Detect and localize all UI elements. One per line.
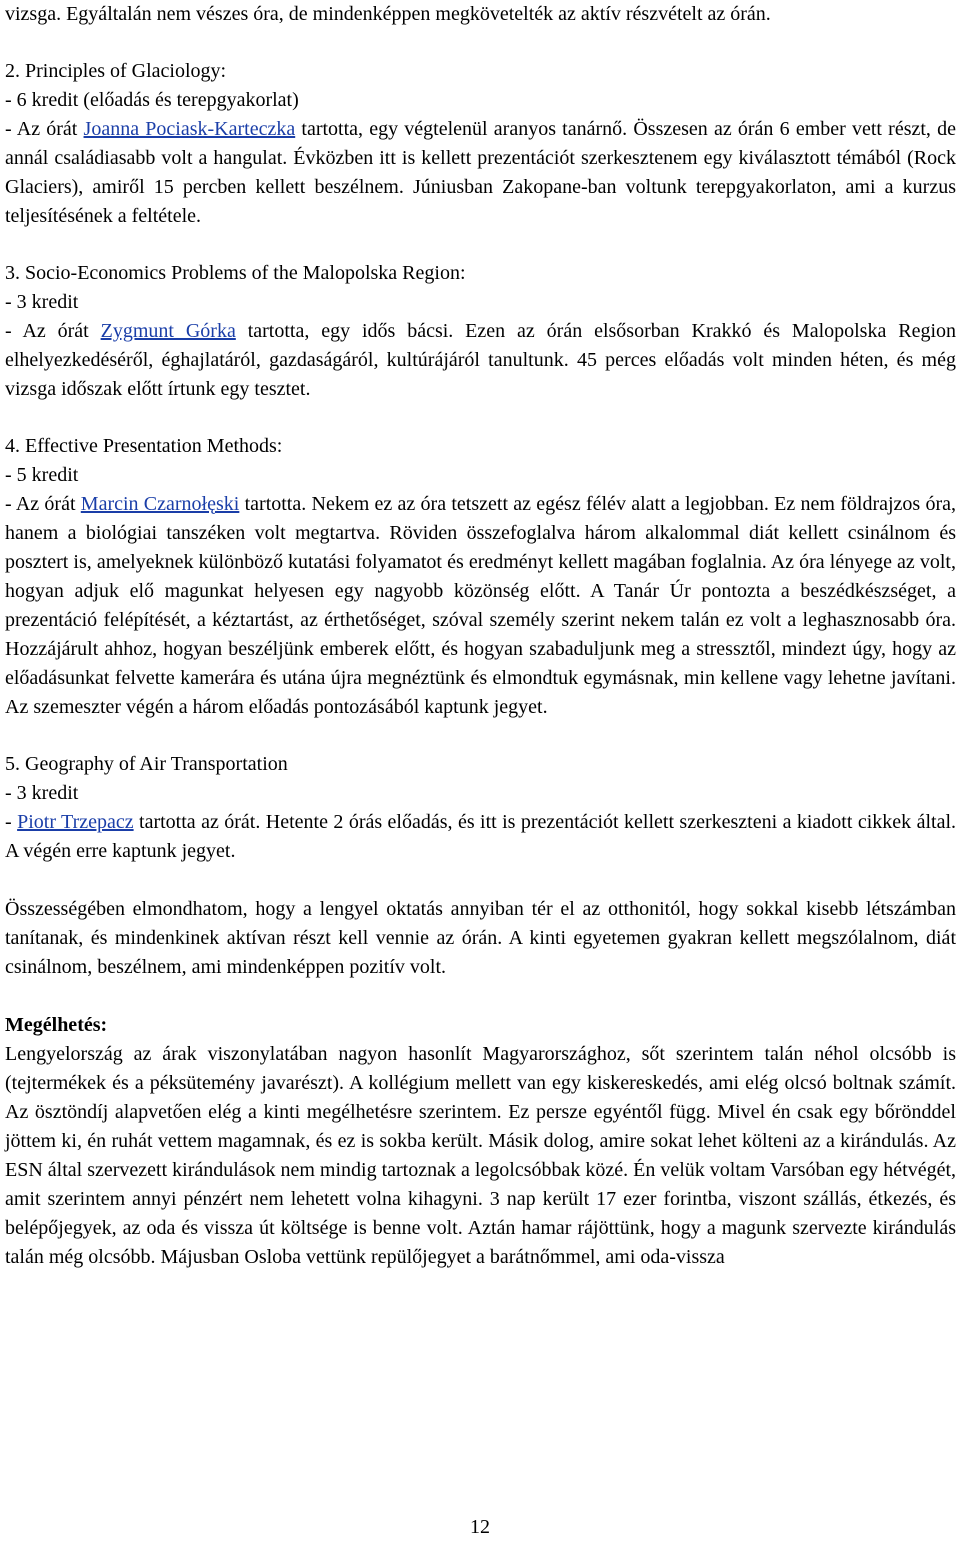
course-section [5, 432, 956, 722]
course-section [5, 259, 956, 404]
spacer [5, 29, 956, 57]
summary-paragraph: Összességében elmondhatom, hogy a lengyel oktatás annyiban tér el az otthonitól, hogy sokkal kisebb létszámban tanítanak, és mindenkinek aktívan részt kell vennie az órán. A kinti egyetemen gyakran kellett megszólalnom, diát csinálnom, beszélnem, ami mindenképpen pozitív volt. [5, 898, 956, 978]
course-lead: - [5, 811, 18, 833]
course-description [5, 490, 956, 722]
spacer [5, 231, 956, 259]
course-lead: - Az órát [5, 118, 84, 140]
document-page [5, 0, 956, 1272]
course-credits: - 6 kredit (előadás és terepgyakorlat) [5, 89, 299, 111]
living-costs-paragraph: Lengyelország az árak viszonylatában nagyon hasonlít Magyarországhoz, sőt szerintem talán néhol olcsóbb is (tejtermékek és a péksütemény javarészt). A kollégium mellett van egy kiskereskedés, ami elég olcsó boltnak számít. Az ösztöndíj alapvetően elég a kinti megélhetésre szerintem. Ez persze egyéntől függ. Mivel én csak egy bőrönddel jöttem ki, én ruhát vettem magamnak, és ez is sokba került. Másik dolog, amire sokat lehet költeni az a kirándulás. Az ESN által szervezett kirándulások nem mindig tartoznak a legolcsóbbak közé. Én velük voltam Varsóban egy hétvégét, amit szerintem annyi pénzért nem lehetett volna kihagyni. 3 nap került 17 ezer forintba, viszont szállás, étkezés, és belépőjegyek, az oda és vissza út költsége is benne volt. Aztán hamar rájöttünk, hogy a magunk szervezte kirándulás talán még olcsóbb. Májusban Osloba vettünk repülőjegyet a barátnőmmel, ami oda-vissza [5, 1043, 957, 1268]
course-credits: - 3 kredit [5, 782, 79, 804]
course-description [5, 115, 956, 231]
course-body: tartotta, egy végtelenül aranyos tanárnő. Összesen az órán 6 ember vett részt, de annál családiasabb volt a hangulat. Évközben itt is kellett prezentációt szerkesztenem egy kiválasztott témából (Rock Glaciers), amiről 15 percben kellett beszélnem. Júniusban Zakopane-ban voltunk terepgyakorlaton, ami a kurzus teljesítésének a feltétele. [5, 118, 956, 227]
living-costs-section [5, 1011, 956, 1272]
course-description [5, 808, 956, 866]
course-body: tartotta. Nekem ez az óra tetszett az egész félév alatt a legjobban. Ez nem földrajzos óra, hanem a biológiai tanszéken volt megtartva. Röviden összefoglalva három alkalommal diát kellett csinálnom és posztert is, amelyeknek különböző kutatási folyamatot és eredményt kellett magában foglalnia. Az óra lényege az volt, hogyan adjuk elő magunkat helyesen egy nagyobb közönség előtt. A Tanár Úr pontozta a beszédkészséget, a prezentáció felépítését, a kéztartást, az érthetőséget, szóval személy szerint nekem talán ez volt a leghasznosabb óra. Hozzájárult ahhoz, hogyan beszéljünk emberek előtt, és hogyan szabaduljunk meg a stressztől, mindezt úgy, hogy az előadásunkat felvette kamerára és utána újra megnéztünk és elmondtuk egymásnak, min kellene vagy lehetne javítani. Az szemeszter végén a három előadás pontozásából kaptunk jegyet. [5, 493, 956, 718]
course-body: tartotta az órát. Hetente 2 órás előadás, és itt is prezentációt kellett szerkeszteni a kiadott cikkek által. A végén erre kaptunk jegyet. [5, 811, 956, 862]
course-title: 5. Geography of Air Transportation [5, 753, 288, 775]
course-title: 2. Principles of Glaciology: [5, 60, 227, 82]
spacer [5, 982, 956, 1011]
spacer [5, 866, 956, 895]
intro-paragraph: vizsga. Egyáltalán nem vészes óra, de mindenképpen megkövetelték az aktív részvételt az órán. [5, 3, 771, 25]
course-lead: - Az órát [5, 493, 81, 515]
course-lead: - Az órát [5, 320, 101, 342]
teacher-link[interactable]: Zygmunt Górka [100, 320, 236, 342]
course-section [5, 57, 956, 231]
section-heading: Megélhetés: [5, 1014, 108, 1036]
page-number: 12 [470, 1516, 490, 1538]
spacer [5, 722, 956, 750]
course-credits: - 5 kredit [5, 464, 79, 486]
course-title: 4. Effective Presentation Methods: [5, 435, 283, 457]
course-section [5, 750, 956, 866]
course-title: 3. Socio-Economics Problems of the Malopolska Region: [5, 262, 466, 284]
teacher-link[interactable]: Marcin Czarnołęski [80, 493, 240, 515]
course-body: tartotta, egy idős bácsi. Ezen az órán elsősorban Krakkó és Malopolska Region elhelyezkedéséről, éghajlatáról, gazdaságáról, kultúrájáról tanultunk. 45 perces előadás volt minden héten, és még vizsga időszak előtt írtunk egy tesztet. [5, 320, 956, 400]
course-description [5, 317, 956, 404]
course-credits: - 3 kredit [5, 291, 79, 313]
teacher-link[interactable]: Joanna Pociask-Karteczka [83, 118, 296, 140]
spacer [5, 404, 956, 432]
teacher-link[interactable]: Piotr Trzepacz [17, 811, 134, 833]
